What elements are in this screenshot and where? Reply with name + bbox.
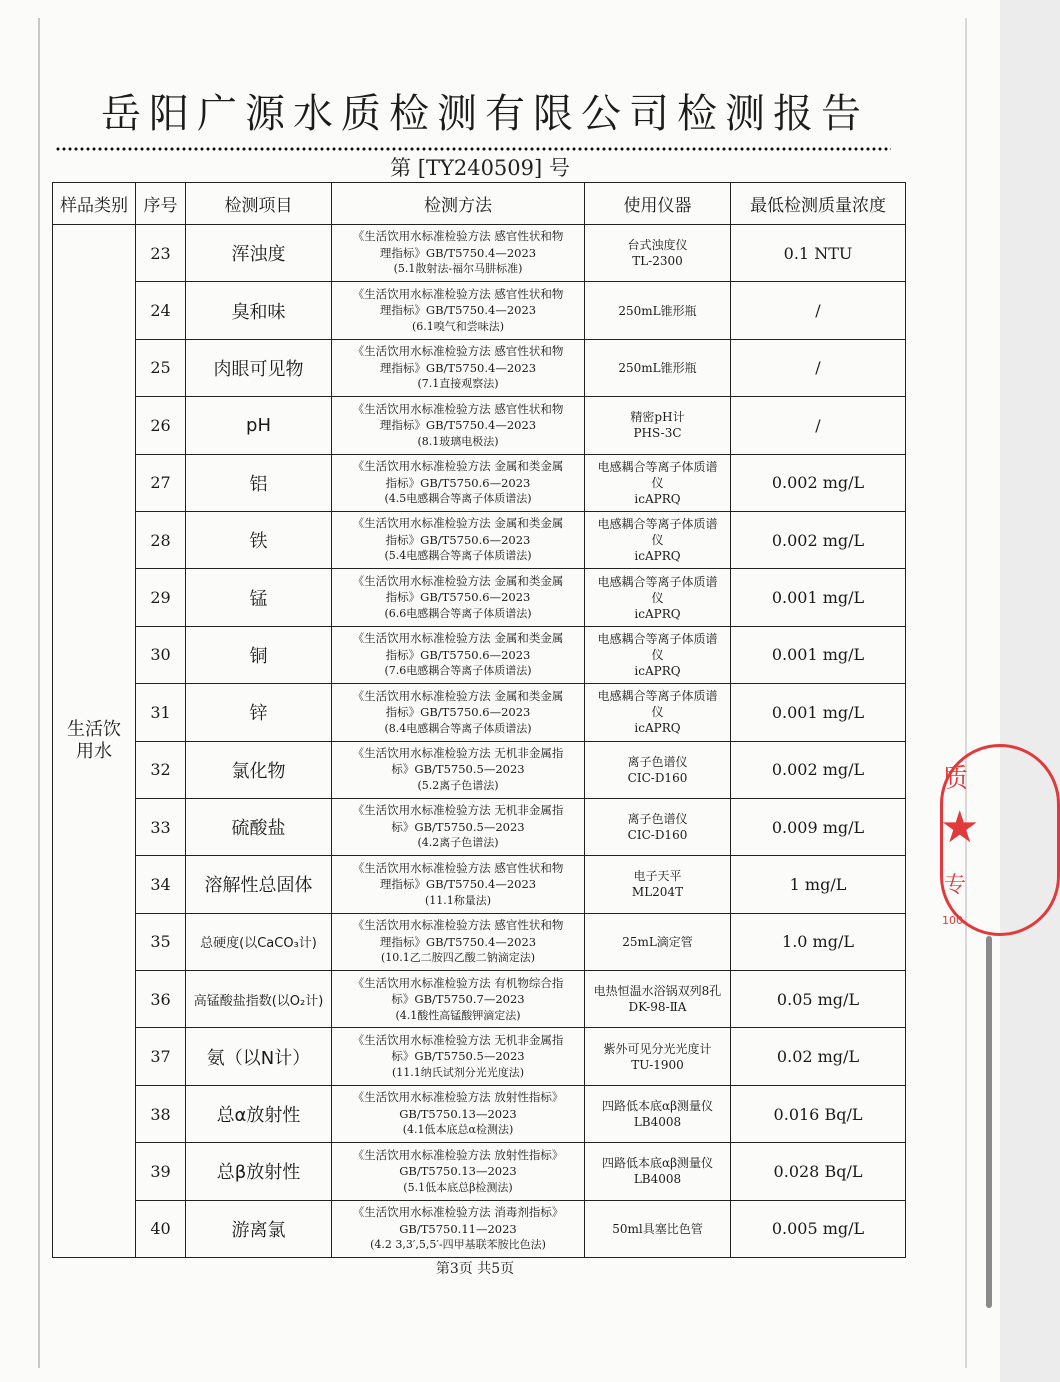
method-line: 《生活饮用水标准检验方法 感官性状和物 (352, 229, 564, 244)
detection-limit: 0.028 Bq/L (731, 1143, 906, 1200)
method-line: (10.1乙二胺四乙酸二钠滴定法) (380, 951, 536, 965)
instrument-line: icAPRQ (634, 549, 681, 564)
row-number: 24 (136, 282, 186, 339)
method-line: (4.5电感耦合等离子体质谱法) (384, 492, 532, 505)
report-number: 第 [TY240509] 号 (390, 156, 570, 180)
detection-limit: 1.0 mg/L (731, 913, 906, 970)
instrument (585, 511, 731, 568)
table-row (53, 626, 906, 683)
instrument (585, 971, 731, 1028)
table-row (53, 569, 906, 626)
row-number: 29 (136, 569, 186, 626)
sample-category-cell: 生活饮用水 (53, 225, 136, 1258)
method-line: (7.1直接观察法) (417, 377, 499, 391)
row-number: 37 (136, 1028, 186, 1085)
method-line: 《生活饮用水标准检验方法 无机非金属指 (352, 745, 564, 760)
method-line: 《生活饮用水标准检验方法 金属和类金属 (352, 631, 564, 646)
method-line: (6.1嗅气和尝味法) (411, 319, 505, 333)
table-row (53, 225, 906, 282)
instrument-line: 250mL锥形瓶 (618, 360, 697, 375)
test-method (332, 1143, 585, 1200)
stamp-text-bottom: 100 (942, 914, 963, 927)
row-number: 30 (136, 626, 186, 683)
method-line: (6.6电感耦合等离子体质谱法) (384, 606, 532, 620)
test-method (332, 1200, 585, 1257)
test-item: 浑浊度 (186, 225, 332, 282)
instrument (585, 1143, 731, 1200)
method-line: 《生活饮用水标准检验方法 金属和类金属 (352, 459, 564, 473)
detection-limit: 0.002 mg/L (731, 454, 906, 511)
method-line: 标》GB/T5750.5—2023 (391, 819, 525, 834)
method-line: 标》GB/T5750.5—2023 (391, 762, 525, 777)
header-item: 检测项目 (186, 183, 332, 225)
row-number: 38 (136, 1085, 186, 1142)
method-line: (5.4电感耦合等离子体质谱法) (384, 549, 532, 563)
row-number: 26 (136, 397, 186, 454)
test-method (332, 511, 585, 568)
instrument-line: 电感耦合等离子体质谱 (597, 517, 718, 532)
instrument-line: 50ml具塞比色管 (612, 1221, 703, 1236)
instrument-line: LB4008 (633, 1172, 682, 1187)
detection-limit: 0.002 mg/L (731, 511, 906, 568)
row-number: 27 (136, 454, 186, 511)
scrollbar-thumb[interactable] (986, 936, 992, 1308)
instrument-line: DK-98-ⅡA (628, 1000, 687, 1015)
instrument-line: 精密pH计 (630, 410, 685, 425)
method-line: 标》GB/T5750.5—2023 (391, 1049, 525, 1064)
instrument-line: 四路低本底αβ测量仪 (601, 1099, 714, 1114)
page-footer: 第3页 共5页 (435, 1261, 515, 1277)
results-table (52, 182, 906, 1258)
method-line: 指标》GB/T5750.6—2023 (385, 705, 531, 720)
test-item: pH (186, 397, 332, 454)
header-instrument: 使用仪器 (585, 183, 731, 225)
test-item: 铁 (186, 511, 332, 568)
method-line: (4.2离子色谱法) (417, 836, 499, 850)
report-title: 岳阳广源水质检测有限公司检测报告 (101, 91, 869, 137)
test-method (332, 684, 585, 741)
table-row (53, 798, 906, 855)
detection-limit: 1 mg/L (731, 856, 906, 913)
method-line: 理指标》GB/T5750.4—2023 (379, 418, 537, 433)
test-item: 游离氯 (186, 1200, 332, 1257)
instrument (585, 741, 731, 798)
instrument-line: 仪 (651, 475, 664, 490)
instrument-line: 台式浊度仪 (627, 238, 688, 253)
test-item: 溶解性总固体 (186, 856, 332, 913)
method-line: 《生活饮用水标准检验方法 感官性状和物 (352, 860, 564, 875)
method-line: 《生活饮用水标准检验方法 感官性状和物 (352, 918, 564, 933)
method-line: (4.2 3,3′,5,5′-四甲基联苯胺比色法) (370, 1238, 546, 1252)
method-line: GB/T5750.11—2023 (399, 1221, 517, 1236)
table-row (53, 971, 906, 1028)
table-row (53, 282, 906, 339)
table-row (53, 339, 906, 396)
instrument-line: 四路低本底αβ测量仪 (601, 1156, 714, 1171)
instrument-line: TU-1900 (631, 1057, 684, 1072)
method-line: 《生活饮用水标准检验方法 无机非金属指 (352, 1032, 564, 1047)
test-method (332, 798, 585, 855)
detection-limit: 0.009 mg/L (731, 798, 906, 855)
method-line: 《生活饮用水标准检验方法 放射性指标》 (352, 1090, 564, 1105)
method-line: (8.1玻璃电极法) (417, 434, 499, 448)
detection-limit: 0.016 Bq/L (731, 1085, 906, 1142)
test-method (332, 282, 585, 339)
test-method (332, 971, 585, 1028)
test-method (332, 626, 585, 683)
test-method (332, 397, 585, 454)
test-method (332, 741, 585, 798)
test-method (332, 1028, 585, 1085)
method-line: 指标》GB/T5750.6—2023 (385, 647, 531, 662)
stamp-text-top: 质 (942, 764, 969, 794)
test-item: 臭和味 (186, 282, 332, 339)
method-line: (8.4电感耦合等离子体质谱法) (384, 721, 532, 735)
header-method: 检测方法 (332, 183, 585, 225)
instrument-line: icAPRQ (634, 606, 681, 621)
method-line: 理指标》GB/T5750.4—2023 (379, 934, 537, 949)
instrument-line: TL-2300 (632, 254, 683, 269)
row-number: 32 (136, 741, 186, 798)
method-line: 《生活饮用水标准检验方法 感官性状和物 (352, 286, 564, 301)
instrument-line: 电感耦合等离子体质谱 (597, 689, 718, 704)
test-method (332, 569, 585, 626)
method-line: (4.1酸性高锰酸钾滴定法) (395, 1008, 521, 1022)
instrument-line: 紫外可见分光光度计 (603, 1041, 712, 1056)
instrument (585, 1028, 731, 1085)
table-row (53, 1143, 906, 1200)
instrument (585, 913, 731, 970)
test-method (332, 913, 585, 970)
instrument (585, 225, 731, 282)
test-item: 总α放射性 (186, 1085, 332, 1142)
stamp-text-mid: 专 (944, 873, 967, 898)
stamp-star-icon: ★ (940, 802, 980, 853)
instrument-line: 仪 (651, 590, 664, 605)
test-item: 氯化物 (186, 741, 332, 798)
method-line: 指标》GB/T5750.6—2023 (385, 532, 531, 547)
method-line: 《生活饮用水标准检验方法 感官性状和物 (352, 344, 564, 359)
instrument-line: CIC-D160 (627, 828, 688, 843)
row-number: 34 (136, 856, 186, 913)
method-line: 《生活饮用水标准检验方法 金属和类金属 (352, 573, 564, 588)
method-line: 标》GB/T5750.7—2023 (391, 992, 525, 1007)
row-number: 31 (136, 684, 186, 741)
table-row (53, 741, 906, 798)
detection-limit: / (731, 397, 906, 454)
instrument (585, 798, 731, 855)
instrument-line: 仪 (651, 647, 664, 662)
scan-edge-right (965, 18, 967, 1368)
detection-limit: / (731, 282, 906, 339)
method-line: 《生活饮用水标准检验方法 放射性指标》 (352, 1147, 564, 1162)
test-item: 硫酸盐 (186, 798, 332, 855)
instrument-line: 电子天平 (633, 869, 682, 884)
test-item: 总β放射性 (186, 1143, 332, 1200)
test-item: 铜 (186, 626, 332, 683)
method-line: (7.6电感耦合等离子体质谱法) (384, 664, 532, 678)
method-line: 理指标》GB/T5750.4—2023 (379, 877, 537, 892)
method-line: 指标》GB/T5750.6—2023 (385, 475, 531, 490)
instrument (585, 569, 731, 626)
red-seal-stamp (940, 744, 980, 936)
row-number: 39 (136, 1143, 186, 1200)
header-number: 序号 (136, 183, 186, 225)
header-limit: 最低检测质量浓度 (731, 183, 906, 225)
method-line: 理指标》GB/T5750.4—2023 (379, 303, 537, 318)
instrument (585, 1085, 731, 1142)
test-item: 氨（以N计） (186, 1028, 332, 1085)
row-number: 23 (136, 225, 186, 282)
table-row (53, 1085, 906, 1142)
test-method (332, 225, 585, 282)
instrument-line: 电感耦合等离子体质谱 (597, 574, 718, 589)
instrument (585, 282, 731, 339)
row-number: 36 (136, 971, 186, 1028)
detection-limit: / (731, 339, 906, 396)
test-method (332, 454, 585, 511)
row-number: 25 (136, 339, 186, 396)
instrument-line: 25mL滴定管 (622, 934, 693, 949)
method-line: 《生活饮用水标准检验方法 无机非金属指 (352, 803, 564, 818)
test-method (332, 1085, 585, 1142)
test-item: 高锰酸盐指数(以O₂计) (186, 971, 332, 1028)
instrument (585, 454, 731, 511)
table-row (53, 1028, 906, 1085)
instrument-line: 电感耦合等离子体质谱 (597, 631, 718, 646)
table-row (53, 454, 906, 511)
row-number: 28 (136, 511, 186, 568)
instrument-line: icAPRQ (634, 663, 681, 678)
method-line: (5.2离子色谱法) (417, 778, 499, 792)
instrument (585, 1200, 731, 1257)
table-header-row (53, 183, 906, 225)
instrument-line: PHS-3C (633, 426, 682, 441)
test-method (332, 856, 585, 913)
detection-limit: 0.001 mg/L (731, 626, 906, 683)
test-item: 肉眼可见物 (186, 339, 332, 396)
instrument-line: 电感耦合等离子体质谱 (597, 459, 718, 474)
detection-limit: 0.02 mg/L (731, 1028, 906, 1085)
table-row (53, 1200, 906, 1257)
table-row (53, 397, 906, 454)
table-row (53, 684, 906, 741)
instrument (585, 339, 731, 396)
instrument (585, 856, 731, 913)
instrument-line: 仪 (651, 533, 664, 548)
table-row (53, 856, 906, 913)
method-line: (5.1散射法-福尔马肼标准) (393, 262, 523, 276)
instrument-line: icAPRQ (634, 721, 681, 736)
row-number: 33 (136, 798, 186, 855)
instrument (585, 397, 731, 454)
method-line: 理指标》GB/T5750.4—2023 (379, 360, 537, 375)
instrument-line: ML204T (631, 885, 684, 900)
detection-limit: 0.001 mg/L (731, 684, 906, 741)
instrument-line: CIC-D160 (627, 770, 688, 785)
table-row (53, 913, 906, 970)
method-line: (5.1低本底总β检测法) (403, 1180, 513, 1194)
method-line: GB/T5750.13—2023 (399, 1164, 517, 1179)
instrument-line: 250mL锥形瓶 (618, 303, 697, 318)
row-number: 35 (136, 913, 186, 970)
instrument (585, 684, 731, 741)
method-line: 《生活饮用水标准检验方法 金属和类金属 (352, 516, 564, 531)
table-row (53, 511, 906, 568)
instrument-line: 离子色谱仪 (627, 754, 688, 769)
method-line: (11.1称量法) (424, 893, 492, 907)
test-item: 锌 (186, 684, 332, 741)
method-line: 《生活饮用水标准检验方法 消毒剂指标》 (352, 1205, 564, 1220)
row-number: 40 (136, 1200, 186, 1257)
method-line: GB/T5750.13—2023 (399, 1106, 517, 1121)
detection-limit: 0.002 mg/L (731, 741, 906, 798)
detection-limit: 0.05 mg/L (731, 971, 906, 1028)
method-line: (4.1低本底总α检测法) (402, 1123, 514, 1137)
scan-edge-left (38, 18, 40, 1368)
detection-limit: 0.005 mg/L (731, 1200, 906, 1257)
test-item: 锰 (186, 569, 332, 626)
test-item: 总硬度(以CaCO₃计) (186, 913, 332, 970)
instrument-line: LB4008 (633, 1115, 682, 1130)
method-line: (11.1纳氏试剂分光光度法) (391, 1065, 525, 1079)
instrument-line: 电热恒温水浴锅双列8孔 (593, 984, 722, 999)
instrument-line: 仪 (651, 705, 664, 720)
detection-limit: 0.001 mg/L (731, 569, 906, 626)
header-category: 样品类别 (53, 183, 136, 225)
instrument-line: icAPRQ (634, 491, 681, 506)
method-line: 《生活饮用水标准检验方法 有机物综合指 (352, 975, 564, 990)
method-line: 理指标》GB/T5750.4—2023 (379, 245, 537, 260)
test-method (332, 339, 585, 396)
detection-limit: 0.1 NTU (731, 225, 906, 282)
method-line: 《生活饮用水标准检验方法 感官性状和物 (352, 401, 564, 416)
test-item: 铝 (186, 454, 332, 511)
method-line: 《生活饮用水标准检验方法 金属和类金属 (352, 688, 564, 703)
instrument-line: 离子色谱仪 (627, 812, 688, 827)
method-line: 指标》GB/T5750.6—2023 (385, 590, 531, 605)
instrument (585, 626, 731, 683)
